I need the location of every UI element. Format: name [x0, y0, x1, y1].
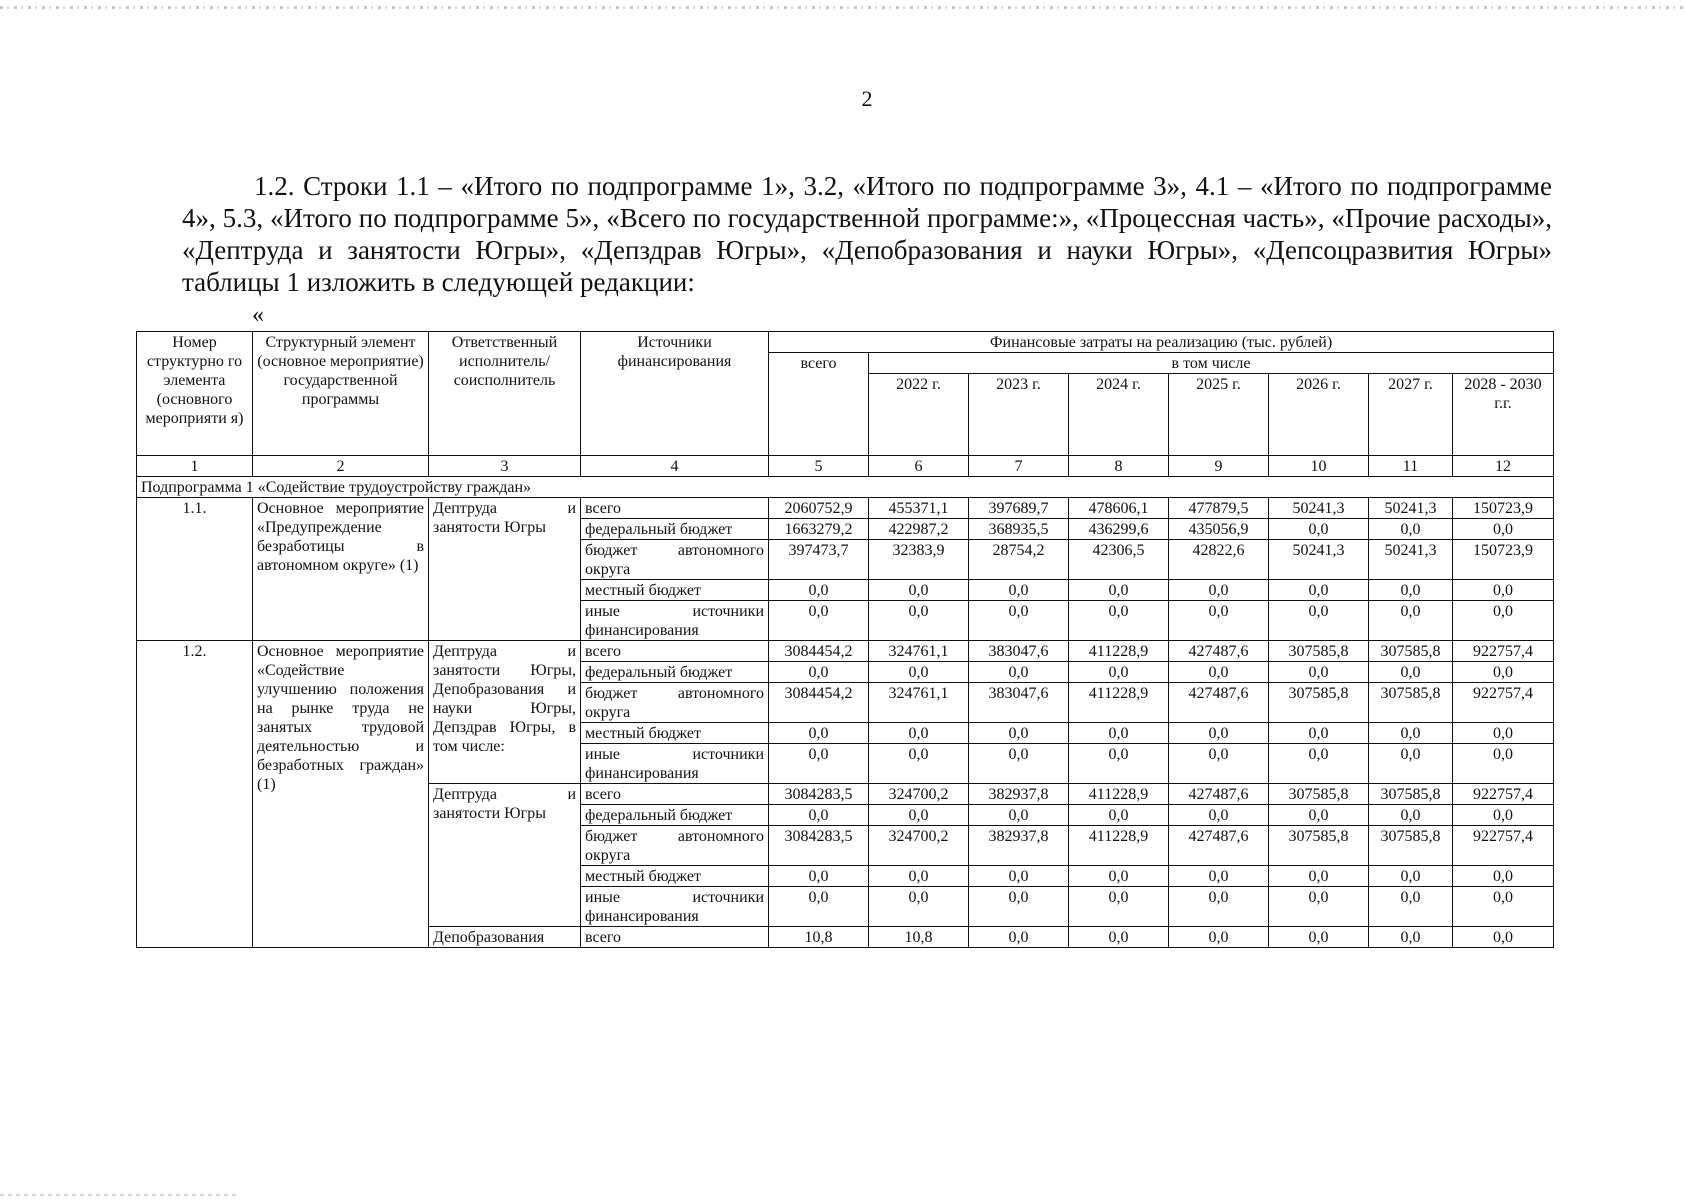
executor: Дептруда и занятости Югры: [429, 498, 581, 641]
value-year: 307585,8: [1369, 784, 1453, 805]
value-total: 0,0: [769, 866, 869, 887]
value-year: 0,0: [869, 723, 969, 744]
value-year: 0,0: [1453, 662, 1554, 683]
column-number: 2: [253, 456, 429, 477]
value-year: 0,0: [869, 662, 969, 683]
value-year: 0,0: [1269, 927, 1369, 948]
value-year: 32383,9: [869, 540, 969, 580]
value-year: 0,0: [1069, 805, 1169, 826]
header-financial-costs: Финансовые затраты на реализацию (тыс. рублей): [769, 332, 1554, 353]
value-year: 0,0: [1453, 927, 1554, 948]
value-year: 0,0: [1169, 601, 1269, 641]
funding-source: всего: [581, 927, 769, 948]
value-year: 383047,6: [969, 683, 1069, 723]
funding-source: иные источники финансирования: [581, 887, 769, 927]
executor: Дептруда и занятости Югры, Депобразования и науки Югры, Депздрав Югры, в том числе:: [429, 641, 581, 784]
executor: Депобразования: [429, 927, 581, 948]
value-year: 477879,5: [1169, 498, 1269, 519]
value-year: 10,8: [869, 927, 969, 948]
intro-text: 1.2. Строки 1.1 – «Итого по подпрограмме 1», 3.2, «Итого по подпрограмме 3», 4.1 – «Итого по подпрограмме 4», 5.3, «Итого по подпрограмме 5», «Всего по государственной программе:», «Процессная часть», «Прочие расходы», «Дептруда и занятости Югры», «Депздрав Югры», «Депобразования и науки Югры», «Депсоцразвития Югры» таблицы 1 изложить в следующей редакции:: [182, 171, 1552, 297]
header-row-1: [137, 332, 1554, 353]
value-year: 0,0: [1169, 927, 1269, 948]
value-total: 3084454,2: [769, 683, 869, 723]
executor: Дептруда и занятости Югры: [429, 784, 581, 927]
header-structure-element: Структурный элемент (основное мероприятие) государственной программы: [253, 332, 429, 456]
value-total: 2060752,9: [769, 498, 869, 519]
value-year: 0,0: [1453, 723, 1554, 744]
value-year: 0,0: [1369, 519, 1453, 540]
column-number: 12: [1453, 456, 1554, 477]
page-number: 2: [861, 86, 873, 111]
value-year: 307585,8: [1269, 683, 1369, 723]
value-year: 0,0: [1269, 744, 1369, 784]
value-year: 0,0: [869, 601, 969, 641]
value-year: 307585,8: [1369, 641, 1453, 662]
value-year: 0,0: [1069, 744, 1169, 784]
value-year: 0,0: [1369, 927, 1453, 948]
value-year: 0,0: [1169, 723, 1269, 744]
funding-source: федеральный бюджет: [581, 805, 769, 826]
value-year: 307585,8: [1369, 826, 1453, 866]
value-year: 922757,4: [1453, 826, 1554, 866]
value-year: 150723,9: [1453, 540, 1554, 580]
value-year: 307585,8: [1369, 683, 1453, 723]
column-number: 4: [581, 456, 769, 477]
header-total: всего: [769, 353, 869, 456]
value-year: 0,0: [1369, 580, 1453, 601]
value-year: 0,0: [1269, 866, 1369, 887]
value-year: 411228,9: [1069, 641, 1169, 662]
value-total: 0,0: [769, 805, 869, 826]
value-year: 50241,3: [1369, 540, 1453, 580]
value-year: 0,0: [1369, 662, 1453, 683]
header-year: 2026 г.: [1269, 374, 1369, 456]
column-number: 5: [769, 456, 869, 477]
column-number: 3: [429, 456, 581, 477]
funding-source: иные источники финансирования: [581, 744, 769, 784]
value-year: 0,0: [1369, 887, 1453, 927]
value-year: 0,0: [1169, 744, 1269, 784]
value-year: 307585,8: [1269, 826, 1369, 866]
value-year: 42822,6: [1169, 540, 1269, 580]
value-year: 0,0: [869, 580, 969, 601]
value-year: 0,0: [1453, 866, 1554, 887]
funding-source: всего: [581, 641, 769, 662]
value-year: 0,0: [1069, 866, 1169, 887]
value-year: 307585,8: [1269, 784, 1369, 805]
value-year: 0,0: [869, 744, 969, 784]
value-year: 0,0: [1069, 723, 1169, 744]
funding-source: федеральный бюджет: [581, 519, 769, 540]
value-year: 324700,2: [869, 784, 969, 805]
value-year: 0,0: [1453, 744, 1554, 784]
structure-element: Основное мероприятие «Предупреждение безработицы в автономном округе» (1): [253, 498, 429, 641]
intro-paragraph: [182, 170, 1552, 298]
value-year: 28754,2: [969, 540, 1069, 580]
value-year: 0,0: [969, 580, 1069, 601]
value-year: 150723,9: [1453, 498, 1554, 519]
value-year: 0,0: [1169, 866, 1269, 887]
value-total: 3084454,2: [769, 641, 869, 662]
value-year: 922757,4: [1453, 683, 1554, 723]
column-number: 8: [1069, 456, 1169, 477]
value-year: 0,0: [1269, 723, 1369, 744]
value-year: 455371,1: [869, 498, 969, 519]
value-year: 427487,6: [1169, 784, 1269, 805]
value-total: 10,8: [769, 927, 869, 948]
value-year: 0,0: [1453, 601, 1554, 641]
funding-source: всего: [581, 784, 769, 805]
value-year: 0,0: [1069, 927, 1169, 948]
value-year: 0,0: [1269, 805, 1369, 826]
value-year: 0,0: [1069, 601, 1169, 641]
value-year: 307585,8: [1269, 641, 1369, 662]
funding-source: федеральный бюджет: [581, 662, 769, 683]
value-year: 0,0: [1169, 887, 1269, 927]
value-year: 0,0: [1069, 580, 1169, 601]
value-total: 0,0: [769, 662, 869, 683]
funding-source: бюджет автономного округа: [581, 683, 769, 723]
header-including: в том числе: [869, 353, 1554, 374]
value-total: 3084283,5: [769, 826, 869, 866]
value-year: 0,0: [1269, 601, 1369, 641]
funding-source: бюджет автономного округа: [581, 826, 769, 866]
column-number: 7: [969, 456, 1069, 477]
value-year: 922757,4: [1453, 641, 1554, 662]
value-year: 435056,9: [1169, 519, 1269, 540]
value-year: 0,0: [1269, 887, 1369, 927]
value-year: 0,0: [1269, 519, 1369, 540]
value-year: 383047,6: [969, 641, 1069, 662]
value-year: 0,0: [869, 887, 969, 927]
value-year: 0,0: [969, 927, 1069, 948]
value-year: 0,0: [969, 601, 1069, 641]
value-year: 0,0: [1453, 805, 1554, 826]
header-year: 2028 - 2030 г.г.: [1453, 374, 1554, 456]
value-year: 427487,6: [1169, 641, 1269, 662]
value-year: 0,0: [1369, 805, 1453, 826]
header-funding-sources: Источники финансирования: [581, 332, 769, 456]
header-executor: Ответственный исполнитель/ соисполнитель: [429, 332, 581, 456]
value-year: 0,0: [1453, 519, 1554, 540]
value-year: 411228,9: [1069, 784, 1169, 805]
funding-source: местный бюджет: [581, 866, 769, 887]
value-year: 427487,6: [1169, 683, 1269, 723]
column-number: 9: [1169, 456, 1269, 477]
value-year: 411228,9: [1069, 683, 1169, 723]
funding-source: местный бюджет: [581, 580, 769, 601]
value-year: 0,0: [1453, 580, 1554, 601]
value-total: 3084283,5: [769, 784, 869, 805]
value-total: 0,0: [769, 601, 869, 641]
value-year: 411228,9: [1069, 826, 1169, 866]
value-total: 1663279,2: [769, 519, 869, 540]
value-year: 478606,1: [1069, 498, 1169, 519]
value-year: 0,0: [1169, 662, 1269, 683]
value-year: 0,0: [969, 723, 1069, 744]
financing-table: [136, 331, 1554, 948]
value-year: 0,0: [969, 744, 1069, 784]
header-year: 2027 г.: [1369, 374, 1453, 456]
value-year: 0,0: [1169, 805, 1269, 826]
value-year: 0,0: [1453, 887, 1554, 927]
value-year: 0,0: [1369, 866, 1453, 887]
value-year: 422987,2: [869, 519, 969, 540]
column-number: 11: [1369, 456, 1453, 477]
value-year: 0,0: [1269, 580, 1369, 601]
value-year: 50241,3: [1369, 498, 1453, 519]
column-number: 1: [137, 456, 253, 477]
value-year: 0,0: [969, 662, 1069, 683]
structure-element: Основное мероприятие «Содействие улучшению положения на рынке труда не занятых трудовой деятельностью и безработных граждан» (1): [253, 641, 429, 948]
value-year: 436299,6: [1069, 519, 1169, 540]
value-year: 50241,3: [1269, 540, 1369, 580]
value-year: 0,0: [1269, 662, 1369, 683]
header-year: 2022 г.: [869, 374, 969, 456]
structure-number: 1.1.: [137, 498, 253, 641]
value-year: 324761,1: [869, 641, 969, 662]
value-year: 42306,5: [1069, 540, 1169, 580]
value-year: 397689,7: [969, 498, 1069, 519]
value-year: 0,0: [1369, 601, 1453, 641]
value-year: 427487,6: [1169, 826, 1269, 866]
value-year: 50241,3: [1269, 498, 1369, 519]
funding-source: бюджет автономного округа: [581, 540, 769, 580]
value-year: 0,0: [1369, 744, 1453, 784]
structure-number: 1.2.: [137, 641, 253, 948]
value-year: 324700,2: [869, 826, 969, 866]
funding-source: местный бюджет: [581, 723, 769, 744]
value-year: 324761,1: [869, 683, 969, 723]
column-number: 10: [1269, 456, 1369, 477]
value-year: 0,0: [969, 866, 1069, 887]
funding-source: иные источники финансирования: [581, 601, 769, 641]
subprogram-row: [137, 477, 1554, 498]
header-year: 2024 г.: [1069, 374, 1169, 456]
value-year: 382937,8: [969, 784, 1069, 805]
value-year: 368935,5: [969, 519, 1069, 540]
value-total: 0,0: [769, 580, 869, 601]
header-structure-number: Номер структурно го элемента (основного мероприяти я): [137, 332, 253, 456]
scan-artifact-top: [0, 6, 1686, 9]
value-year: 0,0: [869, 805, 969, 826]
header-year: 2023 г.: [969, 374, 1069, 456]
value-year: 0,0: [869, 866, 969, 887]
value-year: 382937,8: [969, 826, 1069, 866]
table-row: [137, 498, 1554, 519]
header-year: 2025 г.: [1169, 374, 1269, 456]
value-total: 0,0: [769, 744, 869, 784]
subprogram-title: Подпрограмма 1 «Содействие трудоустройству граждан»: [137, 477, 1554, 498]
value-year: 0,0: [969, 887, 1069, 927]
value-year: 0,0: [969, 805, 1069, 826]
funding-source: всего: [581, 498, 769, 519]
value-year: 0,0: [1169, 580, 1269, 601]
value-year: 922757,4: [1453, 784, 1554, 805]
table-row: [137, 641, 1554, 662]
value-total: 0,0: [769, 887, 869, 927]
value-year: 0,0: [1369, 723, 1453, 744]
value-year: 0,0: [1069, 662, 1169, 683]
scan-artifact-bottom: [0, 1194, 240, 1196]
value-total: 0,0: [769, 723, 869, 744]
column-number-row: [137, 456, 1554, 477]
value-year: 0,0: [1069, 887, 1169, 927]
column-number: 6: [869, 456, 969, 477]
opening-quote: «: [252, 302, 264, 328]
value-total: 397473,7: [769, 540, 869, 580]
